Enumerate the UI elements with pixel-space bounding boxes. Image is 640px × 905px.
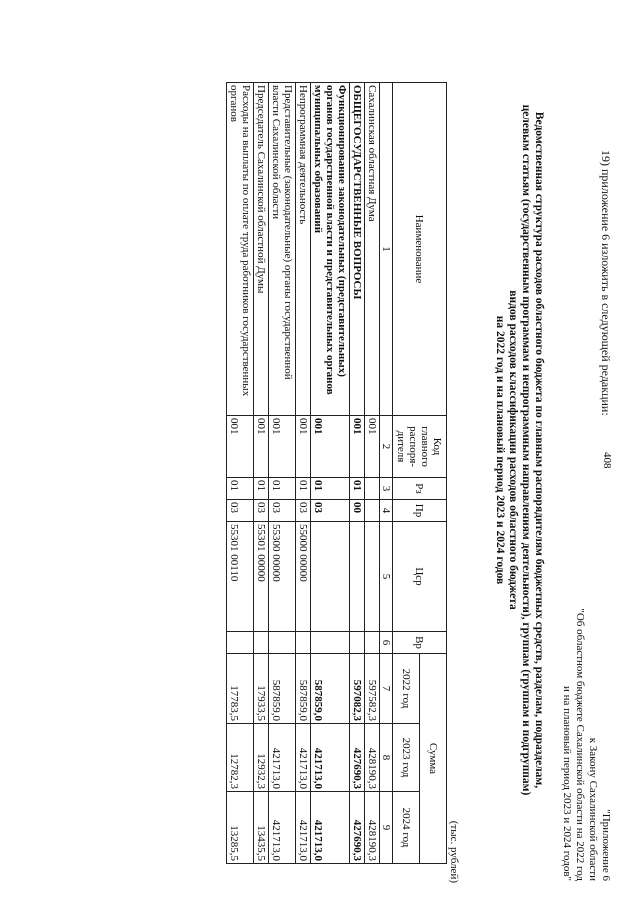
- table-row: [269, 83, 296, 864]
- index-cell: 5: [380, 522, 393, 632]
- cell-vr: [365, 632, 380, 654]
- cell-y2022: 17933,5: [254, 654, 269, 724]
- table-row: [365, 83, 380, 864]
- appendix-line: "Об областном бюджете Сахалинской области на 2022 год: [574, 608, 586, 881]
- cell-rz: 01: [296, 478, 311, 500]
- col-name-header: Наименование: [393, 83, 447, 416]
- cell-y2023: 427690,3: [350, 724, 365, 792]
- cell-code: 001: [296, 416, 311, 478]
- cell-csr: [350, 522, 365, 632]
- cell-y2022: 587859,0: [311, 654, 350, 724]
- col-code-header: Код главного распоря-дителя: [393, 416, 447, 478]
- cell-vr: [254, 632, 269, 654]
- cell-y2022: 17783,5: [227, 654, 254, 724]
- cell-y2022: 587859,0: [296, 654, 311, 724]
- cell-y2024: 421713,0: [296, 792, 311, 864]
- table-row: [254, 83, 269, 864]
- cell-csr: 55300 00000: [269, 522, 296, 632]
- index-cell: 3: [380, 478, 393, 500]
- cell-pr: 03: [254, 500, 269, 522]
- cell-name: Представительные (законодательные) органы государственной власти Сахалинской области: [269, 83, 296, 416]
- cell-y2024: 427690,3: [350, 792, 365, 864]
- budget-table: [226, 82, 447, 864]
- cell-code: 001: [350, 416, 365, 478]
- title-line: видов расходов классификации расходов областного бюджета: [507, 290, 519, 610]
- cell-code: 001: [269, 416, 296, 478]
- table-row: [296, 83, 311, 864]
- cell-rz: 01: [311, 478, 350, 500]
- cell-rz: 01: [350, 478, 365, 500]
- index-cell: 2: [380, 416, 393, 478]
- cell-y2023: 12782,3: [227, 724, 254, 792]
- page-number: 408: [601, 452, 613, 469]
- cell-vr: [269, 632, 296, 654]
- cell-csr: 55000 00000: [296, 522, 311, 632]
- cell-y2023: 12932,3: [254, 724, 269, 792]
- col-pr-header: Пр: [393, 500, 447, 522]
- index-cell: 9: [380, 792, 393, 864]
- cell-vr: [227, 632, 254, 654]
- table-row: [350, 83, 365, 864]
- col-vr-header: Вр: [393, 632, 447, 654]
- cell-code: 001: [311, 416, 350, 478]
- cell-rz: 01: [254, 478, 269, 500]
- cell-y2023: 421713,0: [311, 724, 350, 792]
- cell-y2023: 428190,3: [365, 724, 380, 792]
- col-sum-header: Сумма: [420, 654, 447, 864]
- cell-y2024: 421713,0: [269, 792, 296, 864]
- index-cell: 8: [380, 724, 393, 792]
- cell-csr: 55301 00110: [227, 522, 254, 632]
- cell-pr: [365, 500, 380, 522]
- col-2022-header: 2022 год: [393, 654, 420, 724]
- col-csr-header: Цср: [393, 522, 447, 632]
- cell-code: 001: [227, 416, 254, 478]
- intro-text: 19) приложение 6 изложить в следующей редакции:: [599, 150, 613, 416]
- cell-pr: 03: [311, 500, 350, 522]
- cell-csr: 55301 00000: [254, 522, 269, 632]
- appendix-line: и на плановый период 2023 и 2024 годов": [561, 685, 573, 881]
- cell-code: 001: [365, 416, 380, 478]
- cell-y2024: 13285,5: [227, 792, 254, 864]
- appendix-header: [560, 591, 612, 881]
- cell-name: Сахалинская областная Дума: [365, 83, 380, 416]
- cell-y2022: 597582,3: [365, 654, 380, 724]
- cell-name: Функционирование законодательных (представительных) органов государственной власти и представительных органов муниципальных образований: [311, 83, 350, 416]
- cell-pr: 03: [296, 500, 311, 522]
- col-rz-header: Рз: [393, 478, 447, 500]
- cell-name: Непрограммная деятельность: [296, 83, 311, 416]
- header-row: [420, 83, 447, 864]
- cell-y2022: 597082,3: [350, 654, 365, 724]
- units-label: (тыс. рублей): [448, 820, 460, 883]
- cell-csr: [365, 522, 380, 632]
- cell-name: Расходы на выплаты по оплате труда работников государственных органов: [227, 83, 254, 416]
- cell-code: 001: [254, 416, 269, 478]
- cell-name: ОБЩЕГОСУДАРСТВЕННЫЕ ВОПРОСЫ: [350, 83, 365, 416]
- col-2024-header: 2024 год: [393, 792, 420, 864]
- index-cell: 1: [380, 83, 393, 416]
- cell-y2022: 587859,0: [269, 654, 296, 724]
- cell-y2023: 421713,0: [296, 724, 311, 792]
- cell-rz: [365, 478, 380, 500]
- title-line: Ведомственная структура расходов областного бюджета по главным распорядителям бюджетных средств, разделам, подразделам,: [533, 111, 545, 789]
- title-line: целевым статьям (государственным программам и непрограммным направлениям деятельности), группам (группам и подгруппам): [520, 104, 532, 796]
- col-2023-header: 2023 год: [393, 724, 420, 792]
- cell-csr: [311, 522, 350, 632]
- title-line: на 2022 год и на плановый период 2023 и 2024 годов: [494, 315, 506, 585]
- cell-pr: 03: [269, 500, 296, 522]
- column-index-row: [380, 83, 393, 864]
- index-cell: 4: [380, 500, 393, 522]
- cell-y2023: 421713,0: [269, 724, 296, 792]
- cell-rz: 01: [227, 478, 254, 500]
- document-title: [493, 60, 545, 840]
- index-cell: 7: [380, 654, 393, 724]
- cell-vr: [296, 632, 311, 654]
- cell-rz: 01: [269, 478, 296, 500]
- cell-y2024: 13435,5: [254, 792, 269, 864]
- appendix-line: к Закону Сахалинской области: [587, 737, 599, 881]
- table-row: [227, 83, 254, 864]
- table-row: [311, 83, 350, 864]
- cell-name: Председатель Сахалинской областной Думы: [254, 83, 269, 416]
- cell-pr: 03: [227, 500, 254, 522]
- cell-y2024: 421713,0: [311, 792, 350, 864]
- cell-y2024: 428190,3: [365, 792, 380, 864]
- index-cell: 6: [380, 632, 393, 654]
- appendix-line: "Приложение 6: [600, 809, 612, 881]
- cell-vr: [311, 632, 350, 654]
- cell-vr: [350, 632, 365, 654]
- cell-pr: 00: [350, 500, 365, 522]
